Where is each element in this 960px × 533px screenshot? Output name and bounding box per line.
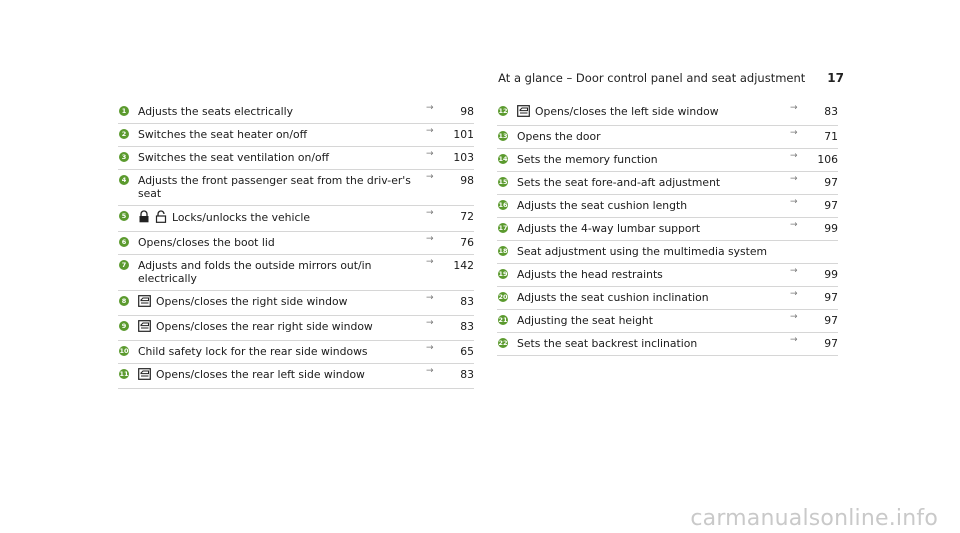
list-item	[497, 126, 838, 149]
item-description	[138, 368, 426, 383]
page-reference-link[interactable]: 76	[460, 236, 474, 249]
item-description	[517, 153, 790, 166]
item-description	[517, 245, 790, 258]
page-reference-link[interactable]: 97	[824, 199, 838, 212]
callout-number-badge: 15	[498, 177, 508, 186]
callout-number-badge: 20	[498, 292, 508, 301]
list-item	[497, 172, 838, 195]
item-description	[138, 151, 426, 164]
page-reference-link[interactable]: 65	[460, 345, 474, 358]
list-item	[497, 241, 838, 264]
page-reference-link[interactable]: 83	[460, 320, 474, 333]
list-item	[118, 147, 474, 170]
reference-arrow-icon: →	[426, 343, 434, 353]
item-label: Adjusts and folds the outside mirrors out/in electrically	[138, 259, 372, 285]
window-icon	[138, 320, 151, 335]
reference-arrow-icon: →	[426, 318, 434, 328]
item-label: Adjusts the front passenger seat from the driv-er's seat	[138, 174, 411, 200]
list-item	[118, 255, 474, 291]
list-item	[497, 195, 838, 218]
window-icon	[517, 105, 530, 120]
callout-number-badge: 10	[119, 346, 129, 355]
list-item	[497, 149, 838, 172]
page-reference-link[interactable]: 99	[824, 222, 838, 235]
list-item	[497, 310, 838, 333]
list-item	[118, 316, 474, 341]
callout-number-badge: 1	[119, 106, 129, 116]
callout-number-badge: 8	[119, 296, 129, 306]
item-description	[517, 291, 790, 304]
reference-arrow-icon: →	[790, 289, 798, 299]
reference-arrow-icon: →	[426, 234, 434, 244]
item-description	[138, 259, 426, 285]
item-description	[138, 320, 426, 335]
section-title: At a glance – Door control panel and seat adjustment	[498, 71, 806, 85]
item-description	[517, 337, 790, 350]
callout-number-badge: 22	[498, 338, 508, 347]
list-item	[118, 341, 474, 364]
page-reference-link[interactable]: 97	[824, 176, 838, 189]
list-item	[497, 264, 838, 287]
callout-number-badge: 12	[498, 106, 508, 115]
page-header	[498, 71, 844, 85]
list-item	[497, 101, 838, 126]
list-item	[497, 287, 838, 310]
reference-arrow-icon: →	[426, 208, 434, 218]
item-label: Adjusts the 4-way lumbar support	[517, 222, 701, 235]
reference-arrow-icon: →	[426, 172, 434, 182]
page-reference-link[interactable]: 97	[824, 337, 838, 350]
callout-number-badge: 4	[119, 175, 129, 185]
page-reference-link[interactable]: 83	[824, 105, 838, 118]
page-reference-link[interactable]: 99	[824, 268, 838, 281]
page-reference-link[interactable]: 142	[453, 259, 474, 272]
reference-arrow-icon: →	[426, 293, 434, 303]
item-label: Adjusting the seat height	[517, 314, 653, 327]
page-reference-link[interactable]: 103	[453, 151, 474, 164]
list-item	[118, 232, 474, 255]
list-item	[497, 333, 838, 356]
item-label: Opens/closes the boot lid	[138, 236, 275, 249]
reference-arrow-icon: →	[426, 103, 434, 113]
item-label: Opens/closes the rear right side window	[156, 320, 373, 333]
unlock-icon	[155, 210, 167, 226]
page-reference-link[interactable]: 98	[460, 105, 474, 118]
page-number: 17	[827, 71, 844, 85]
reference-arrow-icon: →	[790, 266, 798, 276]
item-description	[138, 210, 426, 226]
right-column	[497, 101, 838, 356]
callout-number-badge: 7	[119, 260, 129, 270]
item-description	[138, 236, 426, 249]
item-description	[517, 176, 790, 189]
callout-number-badge: 14	[498, 154, 508, 163]
item-label: Seat adjustment using the multimedia system	[517, 245, 768, 258]
window-icon	[138, 295, 151, 310]
page-reference-link[interactable]: 83	[460, 295, 474, 308]
item-label: Sets the seat backrest inclination	[517, 337, 698, 350]
callout-number-badge: 18	[498, 246, 508, 255]
page-reference-link[interactable]: 97	[824, 291, 838, 304]
item-label: Adjusts the seat cushion length	[517, 199, 688, 212]
reference-arrow-icon: →	[790, 128, 798, 138]
item-label: Opens/closes the left side window	[535, 105, 719, 118]
reference-arrow-icon: →	[790, 197, 798, 207]
callout-number-badge: 3	[119, 152, 129, 162]
left-column	[118, 101, 474, 389]
watermark: carmanualsonline.info	[690, 506, 938, 531]
item-label: Child safety lock for the rear side windows	[138, 345, 368, 358]
item-label: Opens/closes the right side window	[156, 295, 348, 308]
reference-arrow-icon: →	[426, 149, 434, 159]
item-description	[138, 174, 426, 200]
callout-number-badge: 11	[119, 369, 129, 378]
list-item	[118, 206, 474, 232]
page-reference-link[interactable]: 101	[453, 128, 474, 141]
item-description	[517, 105, 790, 120]
item-description	[138, 295, 426, 310]
item-label: Switches the seat heater on/off	[138, 128, 308, 141]
item-label: Sets the seat fore-and-aft adjustment	[517, 176, 721, 189]
list-item	[118, 291, 474, 316]
list-item	[497, 218, 838, 241]
callout-number-badge: 19	[498, 269, 508, 278]
list-item	[118, 124, 474, 147]
reference-arrow-icon: →	[790, 312, 798, 322]
callout-number-badge: 13	[498, 131, 508, 140]
callout-number-badge: 6	[119, 237, 129, 247]
callout-number-badge: 16	[498, 200, 508, 209]
item-label: Opens the door	[517, 130, 601, 143]
list-item	[118, 170, 474, 206]
item-label: Adjusts the seats electrically	[138, 105, 293, 118]
reference-arrow-icon: →	[426, 257, 434, 267]
reference-arrow-icon: →	[790, 335, 798, 345]
item-description	[517, 222, 790, 235]
reference-arrow-icon: →	[426, 366, 434, 376]
item-description	[138, 345, 426, 358]
list-item	[118, 364, 474, 389]
item-label: Adjusts the head restraints	[517, 268, 663, 281]
page-reference-link[interactable]: 106	[817, 153, 838, 166]
page-reference-link[interactable]: 97	[824, 314, 838, 327]
item-description	[138, 105, 426, 118]
item-label: Opens/closes the rear left side window	[156, 368, 365, 381]
item-label: Locks/unlocks the vehicle	[172, 211, 311, 224]
page-reference-link[interactable]: 98	[460, 174, 474, 187]
item-label: Switches the seat ventilation on/off	[138, 151, 330, 164]
reference-arrow-icon: →	[790, 103, 798, 113]
callout-number-badge: 21	[498, 315, 508, 324]
page-reference-link[interactable]: 72	[460, 210, 474, 223]
reference-arrow-icon: →	[790, 151, 798, 161]
item-label: Adjusts the seat cushion inclination	[517, 291, 709, 304]
item-description	[517, 130, 790, 143]
window-icon	[138, 368, 151, 383]
callout-number-badge: 2	[119, 129, 129, 139]
item-description	[517, 268, 790, 281]
reference-arrow-icon: →	[790, 220, 798, 230]
callout-number-badge: 9	[119, 321, 129, 331]
lock-icon	[138, 210, 150, 226]
reference-arrow-icon: →	[426, 126, 434, 136]
reference-arrow-icon: →	[790, 174, 798, 184]
item-description	[517, 314, 790, 327]
page-reference-link[interactable]: 71	[824, 130, 838, 143]
callout-number-badge: 17	[498, 223, 508, 232]
item-description	[138, 128, 426, 141]
item-description	[517, 199, 790, 212]
callout-number-badge: 5	[119, 211, 129, 221]
page-reference-link[interactable]: 83	[460, 368, 474, 381]
item-label: Sets the memory function	[517, 153, 658, 166]
list-item	[118, 101, 474, 124]
